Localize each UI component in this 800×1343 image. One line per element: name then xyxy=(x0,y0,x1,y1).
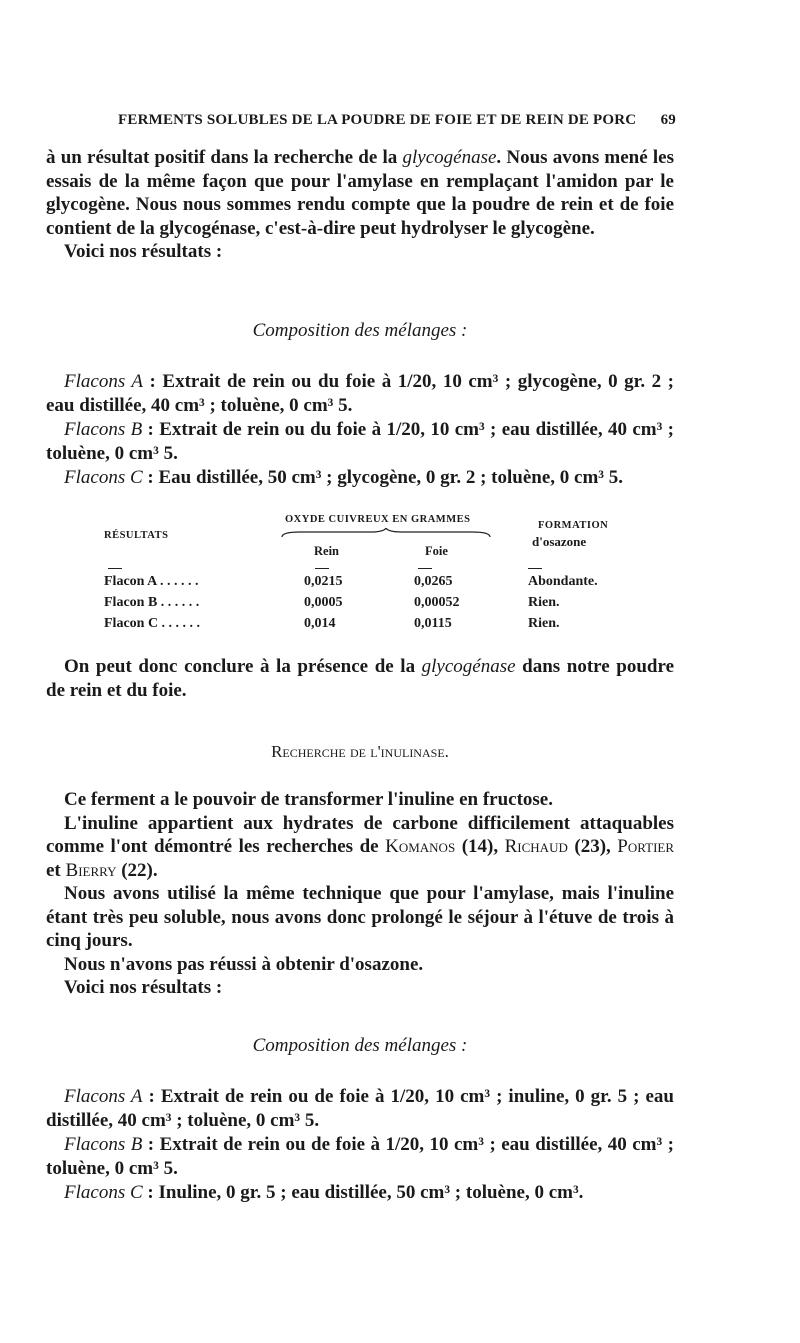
para5: Nous n'avons pas réussi à obtenir d'osazone. xyxy=(64,953,424,975)
row-label: Flacon A . . . . . . xyxy=(104,574,199,589)
dash-3 xyxy=(418,568,432,569)
flacon-b-1-text: : Extrait de rein ou du foie à 1/20, 10 cm³ ; eau distillée, 40 cm³ ; toluène, 0 cm³ 5. xyxy=(46,419,674,464)
row-formation: Rien. xyxy=(528,616,560,631)
row-label: Flacon C . . . . . . xyxy=(104,616,201,631)
flacon-a-2 xyxy=(46,1085,674,1133)
row-rein: 0,0215 xyxy=(304,574,343,589)
results-table xyxy=(100,510,660,640)
col-header-osazone: d'osazone xyxy=(532,534,587,549)
dash-2 xyxy=(315,568,329,569)
running-title: FERMENTS SOLUBLES DE LA POUDRE DE FOIE ET DE REIN DE PORC xyxy=(118,112,637,128)
row-foie: 0,0265 xyxy=(414,574,453,589)
col-header-oxide: OXYDE CUIVREUX EN GRAMMES xyxy=(285,514,471,525)
table-row xyxy=(104,574,660,596)
flacon-a-1 xyxy=(46,370,674,418)
row-label: Flacon B . . . . . . xyxy=(104,595,200,610)
flacon-b-2-text: : Extrait de rein ou de foie à 1/20, 10 cm³ ; eau distillée, 40 cm³ ; toluène, 0 cm³ 5. xyxy=(46,1134,674,1179)
flacon-a-1-label: Flacons A xyxy=(64,371,144,392)
conclusion-paragraph xyxy=(46,655,674,702)
author-komanos: Komanos xyxy=(385,836,456,857)
para3-ref3: (22). xyxy=(116,859,158,881)
flacon-c-2-text: : Inuline, 0 gr. 5 ; eau distillée, 50 cm³ ; toluène, 0 cm³. xyxy=(142,1182,584,1203)
row-foie: 0,0115 xyxy=(414,616,452,631)
flacon-b-1 xyxy=(46,418,674,466)
composition-title-1 xyxy=(46,319,674,343)
table-row xyxy=(104,595,660,617)
running-header xyxy=(118,112,676,129)
page-number: 69 xyxy=(660,112,676,128)
composition-title-2 xyxy=(46,1034,674,1058)
col-header-foie: Foie xyxy=(425,544,448,558)
results-intro-1: Voici nos résultats : xyxy=(64,241,223,262)
composition-title-2-text: Composition des mélanges : xyxy=(252,1035,468,1056)
para3-et: et xyxy=(46,859,66,881)
section-title xyxy=(46,740,674,764)
section-title-text: Recherche de l'inulinase. xyxy=(271,742,449,761)
para3-ref1: (14), xyxy=(455,836,505,857)
flacon-b-2-label: Flacons B xyxy=(64,1134,143,1155)
dash-1 xyxy=(108,568,122,569)
row-rein: 0,014 xyxy=(304,616,336,631)
paragraph-glycogenase xyxy=(46,146,674,264)
para3 xyxy=(46,812,674,883)
conclusion-italic: glycogénase xyxy=(421,656,516,677)
composition-title-1-text: Composition des mélanges : xyxy=(252,320,468,341)
flacon-c-2-label: Flacons C xyxy=(64,1182,143,1203)
author-bierry: Bierry xyxy=(65,859,117,881)
col-header-formation: FORMATION xyxy=(538,520,609,531)
flacon-a-2-text: : Extrait de rein ou de foie à 1/20, 10 cm³ ; inuline, 0 gr. 5 ; eau distillée, 40 cm³ ; toluène, 0 cm³ 5. xyxy=(46,1086,674,1131)
flacon-c-2 xyxy=(46,1181,674,1205)
flacon-b-2 xyxy=(46,1133,674,1181)
flacon-c-1 xyxy=(46,466,674,490)
para3-ref2: (23), xyxy=(567,836,618,857)
author-portier: Portier xyxy=(617,836,675,857)
para3-text: L'inuline appartient aux hydrates de carbone difficilement attaquables comme l'ont démontré les recherches de xyxy=(46,812,674,857)
table-row xyxy=(104,616,660,638)
author-richaud: Richaud xyxy=(504,836,568,857)
inulinase-text xyxy=(46,788,674,1000)
flacon-a-1-text: : Extrait de rein ou du foie à 1/20, 10 cm³ ; glycogène, 0 gr. 2 ; eau distillée, 40 cm³ ; toluène, 0 cm³ 5. xyxy=(46,371,674,416)
flacons-list-1 xyxy=(46,370,674,490)
para1-text-b: . Nous avons mené les essais de la même façon que pour l'amylase en remplaçant l'amidon par le glycogène. Nous nous sommes rendu compte que la poudre de rein et de foie contient de la glycogénase, c'est-à-dire peut hydrolyser le glycogène. xyxy=(46,147,674,239)
row-formation: Rien. xyxy=(528,595,560,610)
col-header-results: RÉSULTATS xyxy=(104,530,169,541)
dash-4 xyxy=(528,568,542,569)
para2: Ce ferment a le pouvoir de transformer l'inuline en fructose. xyxy=(64,789,553,810)
results-intro-2: Voici nos résultats : xyxy=(64,977,223,998)
row-formation: Abondante. xyxy=(528,574,598,589)
flacon-b-1-label: Flacons B xyxy=(64,419,143,440)
flacon-a-2-label: Flacons A xyxy=(64,1086,143,1107)
flacon-c-1-text: : Eau distillée, 50 cm³ ; glycogène, 0 gr. 2 ; toluène, 0 cm³ 5. xyxy=(142,467,623,488)
para4: Nous avons utilisé la même technique que pour l'amylase, mais l'inuline étant très peu soluble, nous avons donc prolongé le séjour à l'étuve de trois à cinq jours. xyxy=(46,883,674,951)
row-rein: 0,0005 xyxy=(304,595,343,610)
flacons-list-2 xyxy=(46,1085,674,1205)
row-foie: 0,00052 xyxy=(414,595,460,610)
brace-line xyxy=(280,528,492,540)
conclusion-text-a: On peut donc conclure à la présence de la xyxy=(64,656,422,677)
col-header-rein: Rein xyxy=(314,544,339,558)
conclusion-text-b: dans notre poudre de rein et du foie. xyxy=(46,656,674,701)
para1-italic: glycogénase xyxy=(402,147,497,168)
para1-text-a: à un résultat positif dans la recherche de la xyxy=(46,147,403,168)
flacon-c-1-label: Flacons C xyxy=(64,467,143,488)
